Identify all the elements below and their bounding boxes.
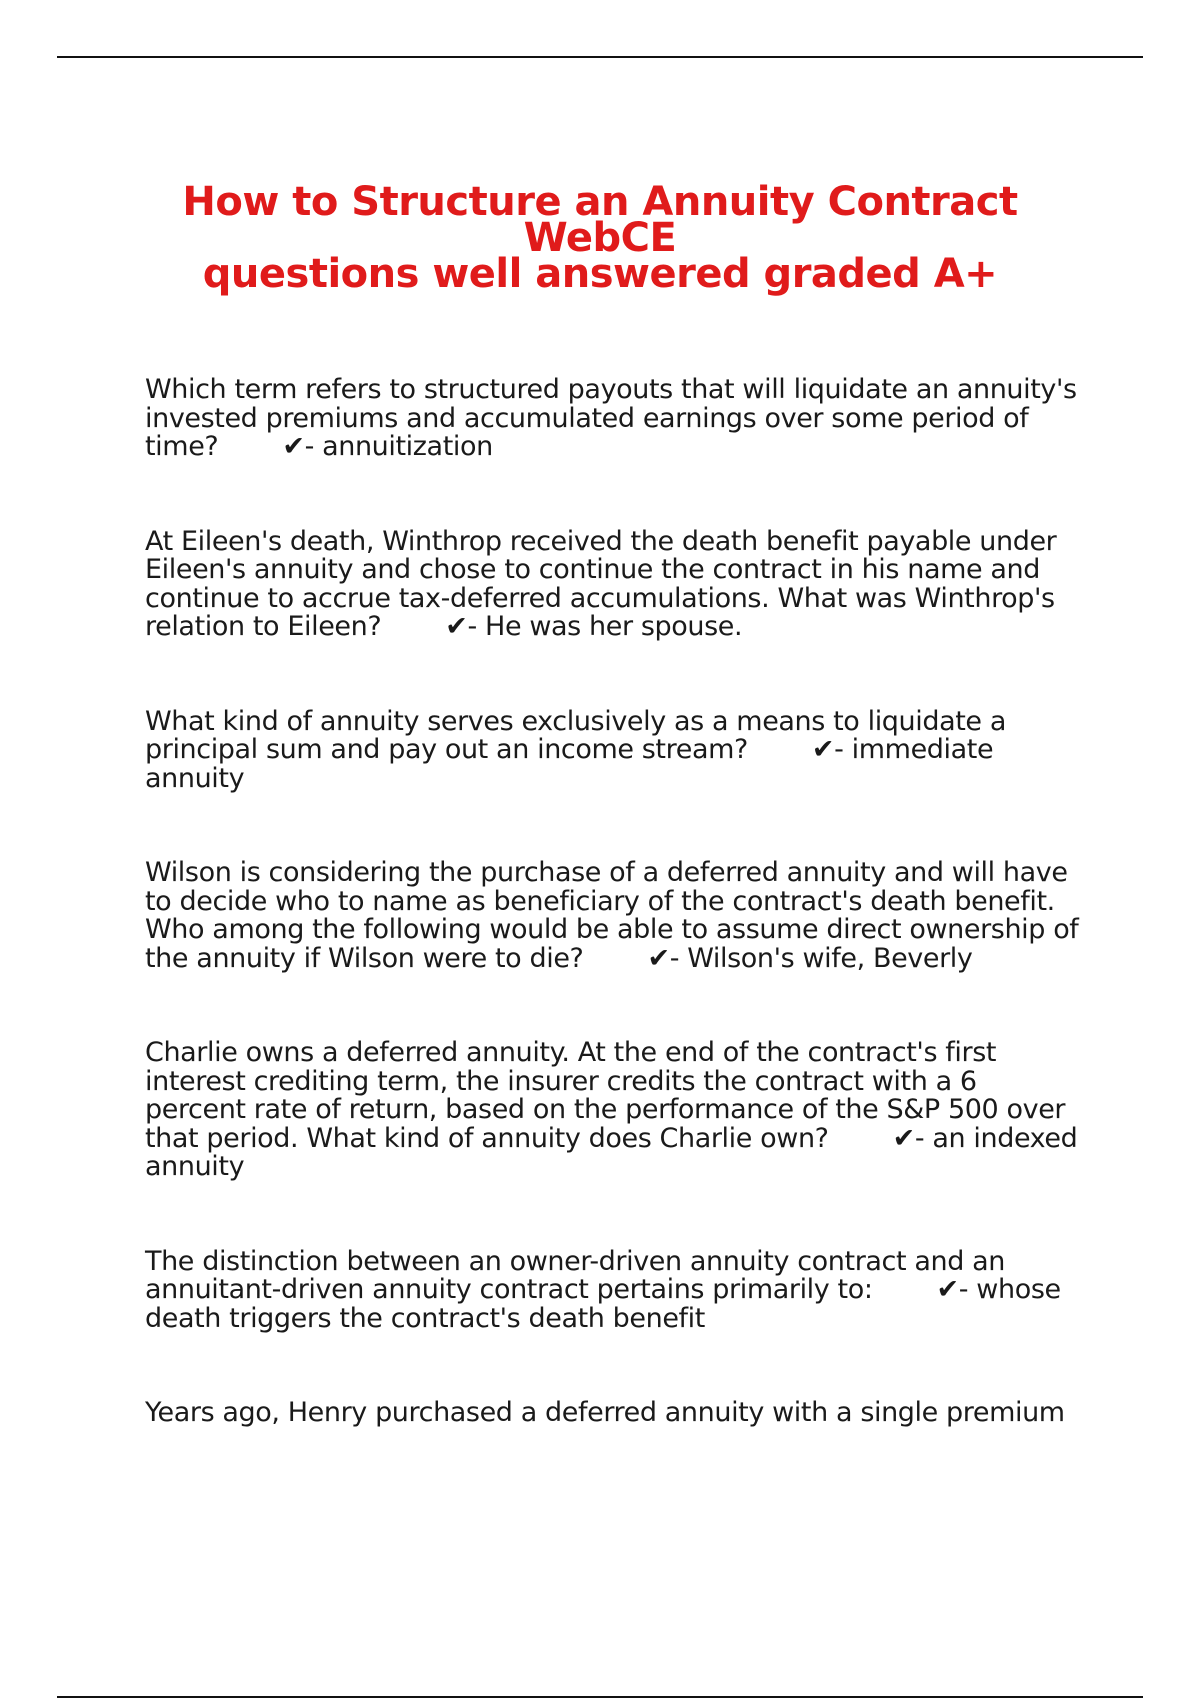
qa-list [145,376,1085,1428]
title-line-2: questions well answered graded A+ [202,251,998,297]
document-title [100,179,1100,297]
question-text: Which term refers to structured payouts that will liquidate an annuity's invested premiums and accumulated earnings over some period of time? [145,374,1077,462]
bottom-rule [57,1696,1143,1698]
answer-text: - annuitization [304,431,493,462]
top-rule [57,56,1143,58]
check-icon: ✔ [936,1274,959,1305]
trailing-question [145,1399,1085,1428]
qa-item [145,1039,1085,1182]
question-text: Wilson is considering the purchase of a deferred annuity and will have to decide who to name as beneficiary of the contract's death benefit. Who among the following would be able to assume direct ownership of the annuity if Wilson were to die? [145,857,1079,974]
question-text: Charlie owns a deferred annuity. At the end of the contract's first interest crediting term, the insurer credits the contract with a 6 percent rate of return, based on the performance of the S&P 500 over that period. What kind of annuity does Charlie own? [145,1037,1066,1154]
question-text: Years ago, Henry purchased a deferred annuity with a single premium [145,1397,1065,1428]
qa-item [145,525,1085,642]
answer-text: - Wilson's wife, Beverly [669,942,973,974]
qa-item [145,859,1085,973]
qa-item [145,705,1085,794]
qa-item [145,376,1085,462]
answer-text: - an indexed annuity [145,1122,1078,1182]
title-line-1: How to Structure an Annuity Contract WebCE [182,179,1018,261]
check-icon: ✔ [647,942,670,974]
check-icon: ✔ [282,431,305,462]
check-icon: ✔ [811,734,835,765]
question-text: What kind of annuity serves exclusively as a means to liquidate a principal sum and pay out an income stream? [145,705,1006,765]
answer-text: - whose death triggers the contract's death benefit [145,1274,1061,1334]
check-icon: ✔ [445,611,468,642]
question-text: The distinction between an owner-driven annuity contract and an annuitant-driven annuity contract pertains primarily to: [145,1245,1005,1305]
check-icon: ✔ [892,1122,915,1154]
answer-text: - He was her spouse. [467,611,743,642]
question-text: At Eileen's death, Winthrop received the death benefit payable under Eileen's annuity and chose to continue the contract in his name and continue to accrue tax-deferred accumulations. What was Winthrop's relation to Eileen? [145,525,1057,642]
answer-text: - immediate annuity [145,734,994,794]
qa-item [145,1245,1085,1334]
